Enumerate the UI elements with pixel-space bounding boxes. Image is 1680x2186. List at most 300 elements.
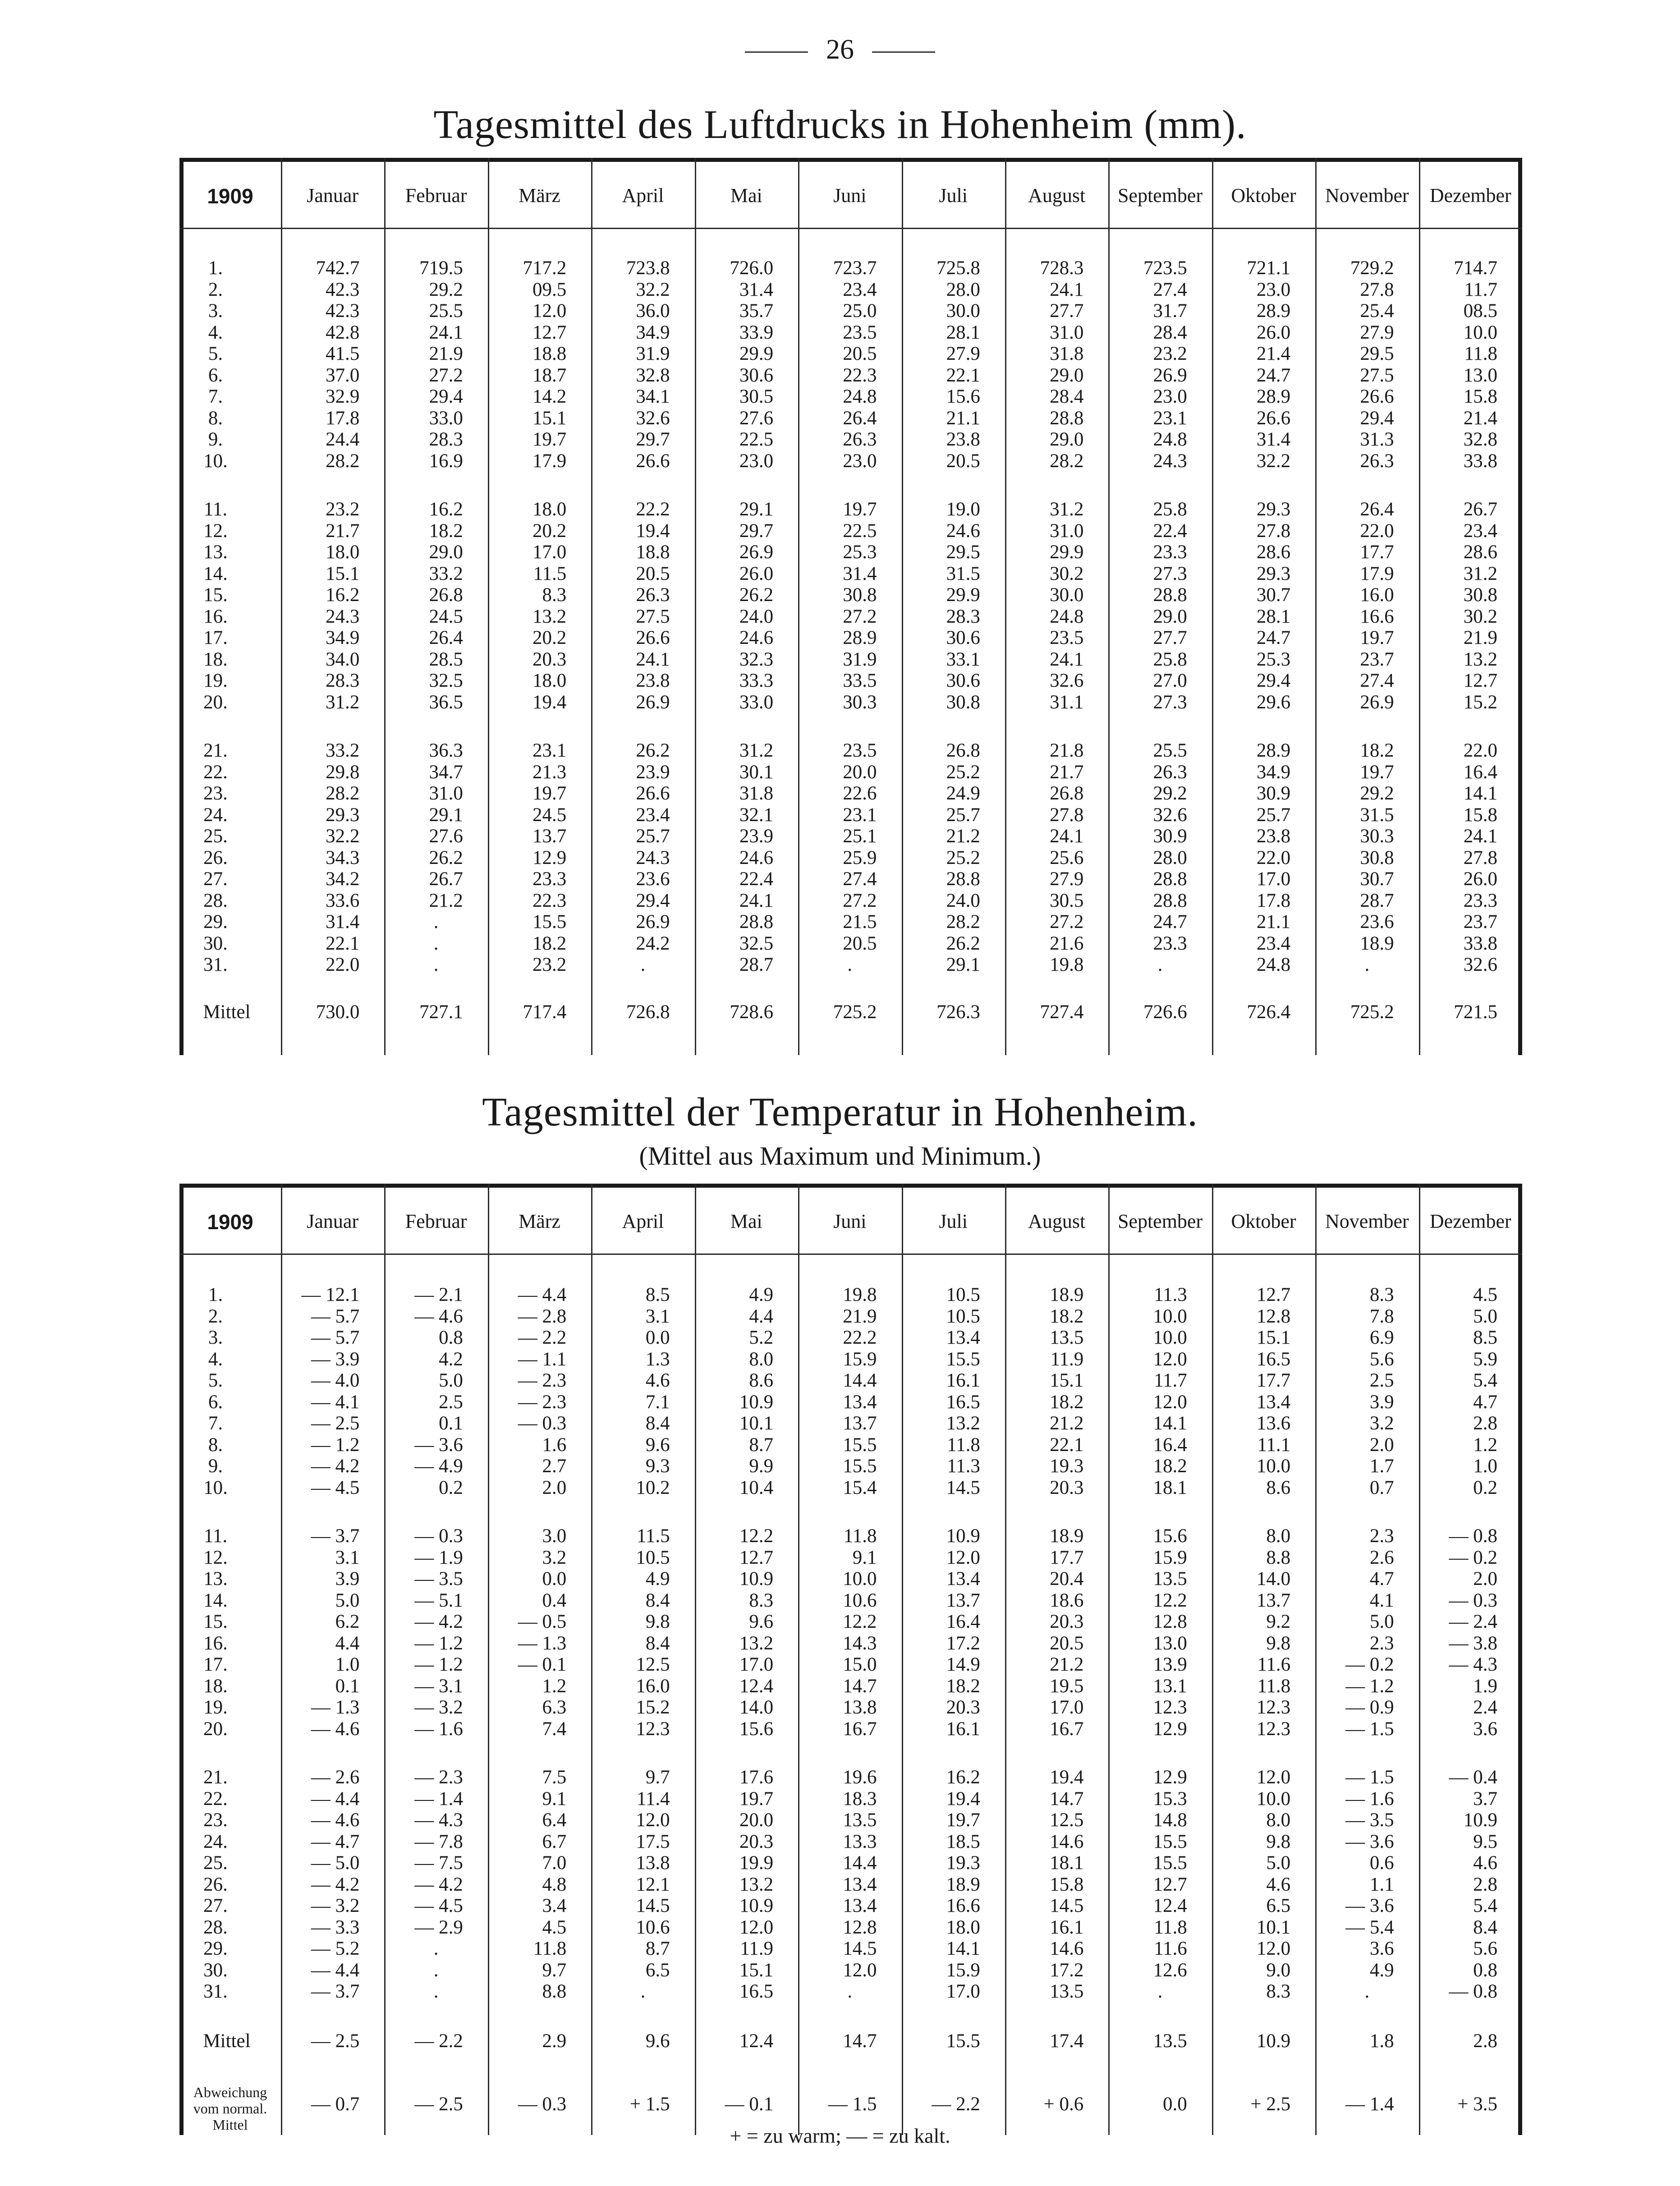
table-cell: 15.5 [946, 1348, 980, 1370]
table-cell: — 0.8 [1449, 1525, 1497, 1547]
table-cell: — 3.2 [414, 1697, 463, 1718]
table-cell: 8.5 [645, 1284, 670, 1305]
table-cell: 2.3 [1369, 1525, 1394, 1547]
table-cell: 23.2 [532, 954, 567, 975]
day-label: 10. [203, 1477, 228, 1498]
table-cell: 21.2 [946, 826, 980, 847]
table-cell: 24.1 [1050, 648, 1084, 670]
table-cell: 23.8 [946, 429, 980, 450]
table-cell: — 4.2 [311, 1456, 360, 1477]
mittel-cell: 9.6 [645, 2030, 670, 2052]
table-cell: 13.0 [1153, 1632, 1187, 1654]
table-cell: 0.0 [542, 1568, 567, 1589]
table-cell: — 1.3 [311, 1697, 360, 1718]
table-cell: — 2.5 [311, 1413, 360, 1434]
table-cell: 24.1 [1463, 826, 1497, 847]
abweichung-cell: — 0.3 [518, 2094, 567, 2115]
table-cell: 22.4 [1153, 520, 1187, 542]
table-cell: 18.2 [1360, 740, 1394, 761]
table-cell: 12.0 [1153, 1391, 1187, 1413]
table-cell: 14.6 [1050, 1938, 1084, 1959]
table-cell: — 2.3 [518, 1391, 567, 1413]
day-label: 4. [208, 1348, 223, 1370]
table-cell: 27.6 [739, 407, 774, 429]
table-cell: 18.2 [946, 1675, 980, 1697]
table-cell: — 4.2 [414, 1611, 463, 1632]
day-label: 3. [208, 300, 223, 321]
table-cell: — 1.2 [1345, 1675, 1394, 1697]
table-cell: 13.2 [739, 1874, 774, 1895]
table-cell: 23.0 [1153, 386, 1187, 407]
table-cell: 5.0 [439, 1370, 463, 1391]
table-cell: 24.6 [739, 847, 774, 868]
table-cell: — 1.9 [414, 1547, 463, 1568]
table-cell: 26.8 [429, 584, 463, 606]
abweichung-label: Abweichung vom normal. Mittel [193, 2084, 267, 2133]
table-cell: 25.2 [946, 761, 980, 783]
table-cell: 29.1 [946, 954, 980, 975]
table-cell: 12.7 [1153, 1874, 1187, 1895]
table-cell: 24.6 [739, 627, 774, 648]
table-cell: 16.2 [946, 1767, 980, 1788]
table-cell: 31.4 [739, 279, 774, 300]
table-cell: 33.6 [326, 890, 360, 911]
table-cell: 23.4 [843, 279, 877, 300]
day-label: 29. [203, 911, 228, 932]
table-cell: 12.5 [1050, 1809, 1084, 1831]
day-label: 30. [203, 1959, 228, 1981]
table-cell: — 3.1 [414, 1675, 463, 1697]
mittel-cell: 14.7 [843, 2030, 877, 2052]
table-cell: 34.9 [636, 321, 670, 343]
mittel-cell: 725.2 [1350, 1001, 1394, 1023]
table-cell: 12.8 [1153, 1611, 1187, 1632]
table-cell: 27.8 [1050, 804, 1084, 826]
table-cell: 14.8 [1153, 1809, 1187, 1831]
table-cell: 4.9 [645, 1568, 670, 1589]
table-cell: 27.3 [1153, 691, 1187, 713]
table-cell: . [1364, 954, 1370, 975]
table-cell: 31.4 [843, 563, 877, 584]
table-cell: 23.0 [843, 450, 877, 472]
table-cell: — 5.0 [311, 1852, 360, 1874]
table-cell: . [847, 1981, 853, 2002]
table-cell: 13.4 [843, 1391, 877, 1413]
day-label: 17. [203, 1654, 228, 1675]
table-cell: 26.2 [946, 932, 980, 954]
table-cell: 21.1 [1256, 911, 1291, 932]
table-cell: 9.1 [542, 1788, 567, 1809]
table-cell: 27.9 [946, 343, 980, 364]
table-cell: 16.4 [946, 1611, 980, 1632]
day-label: 14. [203, 563, 228, 584]
table-cell: 14.5 [843, 1938, 877, 1959]
table-cell: 742.7 [316, 257, 360, 279]
table-cell: 30.9 [1256, 783, 1291, 804]
table-cell: 23.7 [1463, 911, 1497, 932]
table-cell: 22.4 [739, 868, 774, 890]
table-cell: 33.8 [1463, 932, 1497, 954]
table-cell: 27.8 [1463, 847, 1497, 868]
table-cell: — 1.2 [414, 1632, 463, 1654]
table-cell: 29.9 [1050, 542, 1084, 563]
table-cell: 42.8 [326, 321, 360, 343]
table-cell: 23.5 [843, 321, 877, 343]
table-cell: 29.1 [739, 499, 774, 520]
table-cell: 20.3 [1050, 1611, 1084, 1632]
abweichung-cell: + 1.5 [629, 2094, 670, 2115]
day-label: 22. [203, 1788, 228, 1809]
table-cell: — 1.3 [518, 1632, 567, 1654]
table-cell: 3.7 [1473, 1788, 1497, 1809]
table-cell: 9.9 [749, 1456, 774, 1477]
table-cell: — 1.5 [1345, 1767, 1394, 1788]
table-cell: 24.7 [1256, 364, 1291, 386]
table-cell: 12.4 [739, 1675, 774, 1697]
table-cell: 34.9 [1256, 761, 1291, 783]
table-cell: — 4.3 [1449, 1654, 1497, 1675]
mittel-label: Mittel [203, 1001, 251, 1023]
table-cell: 21.1 [946, 407, 980, 429]
table-cell: 23.4 [1256, 932, 1291, 954]
table-cell: 19.4 [636, 520, 670, 542]
table-cell: 13.4 [843, 1895, 877, 1916]
table-cell: 33.9 [739, 321, 774, 343]
table-cell: 16.2 [326, 584, 360, 606]
table-cell: 16.6 [946, 1895, 980, 1916]
table-cell: 24.7 [1256, 627, 1291, 648]
table-cell: 4.2 [439, 1348, 463, 1370]
table-cell: — 0.2 [1449, 1547, 1497, 1568]
table-cell: 16.1 [946, 1718, 980, 1740]
table-cell: 5.6 [1369, 1348, 1394, 1370]
table-cell: 11.7 [1464, 279, 1497, 300]
table-cell: 12.4 [1153, 1895, 1187, 1916]
table-cell: 30.9 [1153, 826, 1187, 847]
table-cell: 14.5 [636, 1895, 670, 1916]
table-cell: 1.9 [1473, 1675, 1497, 1697]
mittel-cell: 12.4 [739, 2030, 774, 2052]
page-number [0, 34, 1680, 66]
table-cell: 12.6 [1153, 1959, 1187, 1981]
table-cell: 31.8 [739, 783, 774, 804]
table-cell: 22.0 [1463, 740, 1497, 761]
table-cell: 28.3 [946, 606, 980, 627]
table-cell: 23.4 [1463, 520, 1497, 542]
table-cell: 26.4 [843, 407, 877, 429]
table-cell: 0.0 [645, 1327, 670, 1348]
table-cell: 16.1 [946, 1370, 980, 1391]
table-cell: 21.2 [1050, 1654, 1084, 1675]
table-cell: 2.7 [542, 1456, 567, 1477]
month-header: März [519, 1210, 560, 1232]
table-cell: 18.1 [1153, 1477, 1187, 1498]
table-cell: 8.4 [645, 1413, 670, 1434]
table-cell: 8.4 [645, 1632, 670, 1654]
table-cell: — 3.7 [311, 1981, 360, 2002]
mittel-label: Mittel [203, 2030, 251, 2052]
table-cell: 20.3 [1050, 1477, 1084, 1498]
table-cell: 14.1 [946, 1938, 980, 1959]
table-cell: 16.1 [1050, 1916, 1084, 1938]
table-cell: 23.2 [326, 499, 360, 520]
table-cell: 15.1 [326, 563, 360, 584]
table-cell: 11.8 [947, 1434, 980, 1456]
table-cell: 36.0 [636, 300, 670, 321]
table-cell: 24.8 [1153, 429, 1187, 450]
table-cell: 13.2 [1463, 648, 1497, 670]
table-cell: 12.8 [1256, 1305, 1291, 1327]
table-cell: 26.2 [739, 584, 774, 606]
table-cell: 14.6 [1050, 1831, 1084, 1852]
table-cell: 18.9 [1050, 1525, 1084, 1547]
table-cell: 29.6 [1256, 691, 1291, 713]
day-label: 13. [203, 1568, 228, 1589]
temperature-table [179, 1184, 1522, 2176]
table-cell: 28.9 [1256, 740, 1291, 761]
table-cell: — 3.8 [1449, 1632, 1497, 1654]
table-top-rule [179, 158, 1522, 162]
table-cell: 17.0 [946, 1981, 980, 2002]
table-cell: 10.5 [946, 1305, 980, 1327]
table-cell: 19.0 [946, 499, 980, 520]
table-cell: 16.4 [1153, 1434, 1187, 1456]
table-cell: 14.5 [946, 1477, 980, 1498]
table-cell: 25.1 [843, 826, 877, 847]
table-cell: 28.9 [1256, 386, 1291, 407]
table-cell: 27.5 [636, 606, 670, 627]
day-label: 7. [208, 1413, 223, 1434]
table-cell: 15.2 [1463, 691, 1497, 713]
table-cell: 20.5 [1050, 1632, 1084, 1654]
table-cell: 15.6 [739, 1718, 774, 1740]
table-cell: 15.5 [1153, 1831, 1187, 1852]
table-cell: 31.0 [429, 783, 463, 804]
table-cell: 32.8 [636, 364, 670, 386]
table-cell: 5.0 [1369, 1611, 1394, 1632]
table-cell: 3.4 [542, 1895, 567, 1916]
table-cell: . [433, 1959, 439, 1981]
table-cell: 729.2 [1350, 257, 1394, 279]
table-cell: 12.2 [739, 1525, 774, 1547]
day-label: 18. [203, 648, 228, 670]
table-cell: 30.2 [1050, 563, 1084, 584]
table-cell: 41.5 [326, 343, 360, 364]
table-cell: 8.0 [1266, 1525, 1291, 1547]
table-cell: 18.2 [1153, 1456, 1187, 1477]
table-cell: 20.5 [843, 343, 877, 364]
table-cell: 5.2 [749, 1327, 774, 1348]
month-header: Dezember [1429, 1210, 1511, 1232]
table-cell: . [1157, 1981, 1163, 2002]
table-cell: 33.3 [739, 670, 774, 691]
day-label: 6. [208, 364, 223, 386]
table-cell: — 5.1 [414, 1589, 463, 1611]
table-cell: . [433, 954, 439, 975]
year-header: 1909 [207, 1210, 253, 1234]
table-cell: 18.8 [532, 343, 567, 364]
table-cell: 19.3 [946, 1852, 980, 1874]
table-cell: 14.4 [843, 1852, 877, 1874]
table-cell: — 4.4 [311, 1959, 360, 1981]
table-cell: 23.6 [636, 868, 670, 890]
table-cell: 2.0 [542, 1477, 567, 1498]
table-cell: 13.0 [1463, 364, 1497, 386]
table-cell: 26.0 [1463, 868, 1497, 890]
table-cell: — 0.3 [1449, 1589, 1497, 1611]
table-cell: 0.1 [335, 1675, 360, 1697]
table-cell: 4.5 [1473, 1284, 1497, 1305]
table-cell: 32.2 [636, 279, 670, 300]
table-cell: 31.1 [1050, 691, 1084, 713]
table-cell: 20.2 [532, 627, 567, 648]
table-cell: 28.0 [946, 279, 980, 300]
table-cell: 29.4 [1256, 670, 1291, 691]
abweichung-cell: + 0.6 [1043, 2094, 1084, 2115]
table-cell: 28.8 [1153, 890, 1187, 911]
table-cell: 23.9 [739, 826, 774, 847]
table-cell: — 3.6 [1345, 1831, 1394, 1852]
year-header: 1909 [207, 184, 253, 208]
table-cell: 16.7 [1050, 1718, 1084, 1740]
table-cell: 23.3 [532, 868, 567, 890]
table-cell: 29.8 [326, 761, 360, 783]
mittel-cell: 2.8 [1473, 2030, 1497, 2052]
table-cell: 17.5 [636, 1831, 670, 1852]
table-cell: 29.2 [429, 279, 463, 300]
table-cell: 14.4 [843, 1370, 877, 1391]
table-cell: 10.5 [946, 1284, 980, 1305]
table-cell: 16.2 [429, 499, 463, 520]
table-cell: 10.0 [843, 1568, 877, 1589]
table-cell: 26.6 [636, 783, 670, 804]
table-cell: 27.9 [1360, 321, 1394, 343]
abweichung-cell: — 1.4 [1345, 2094, 1394, 2115]
table-cell: 4.6 [645, 1370, 670, 1391]
day-label: 31. [203, 954, 228, 975]
mittel-cell: 13.5 [1153, 2030, 1187, 2052]
table-cell: 25.2 [946, 847, 980, 868]
day-label: 11. [203, 1525, 228, 1547]
table-cell: 32.2 [326, 826, 360, 847]
table-cell: 30.8 [843, 584, 877, 606]
table-cell: — 5.7 [311, 1327, 360, 1348]
table-cell: 30.0 [946, 300, 980, 321]
table-cell: 20.4 [1050, 1568, 1084, 1589]
table-cell: 11.9 [1050, 1348, 1084, 1370]
table-cell: 42.3 [326, 300, 360, 321]
table-cell: 27.4 [843, 868, 877, 890]
table-cell: 29.0 [1050, 364, 1084, 386]
table-cell: 24.1 [429, 321, 463, 343]
table-cell: 4.4 [749, 1305, 774, 1327]
table-cell: 19.7 [1360, 627, 1394, 648]
table-cell: 28.1 [946, 321, 980, 343]
table-cell: 28.6 [1256, 542, 1291, 563]
day-label: 2. [208, 1305, 223, 1327]
table-cell: 22.0 [1256, 847, 1291, 868]
day-label: 23. [203, 1809, 228, 1831]
table-cell: 13.7 [1256, 1589, 1291, 1611]
table-cell: 26.8 [946, 740, 980, 761]
table-cell: 24.8 [843, 386, 877, 407]
table-cell: 32.8 [1463, 429, 1497, 450]
table-cell: 25.7 [946, 804, 980, 826]
table-cell: 10.0 [1153, 1327, 1187, 1348]
table-cell: 3.6 [1473, 1718, 1497, 1740]
table-cell: 28.8 [1153, 584, 1187, 606]
day-label: 24. [203, 1831, 228, 1852]
table-cell: 12.0 [1153, 1348, 1187, 1370]
table-cell: 33.2 [429, 563, 463, 584]
table-cell: 22.0 [326, 954, 360, 975]
day-label: 29. [203, 1938, 228, 1959]
day-label: 8. [208, 1434, 223, 1456]
table-cell: 4.8 [542, 1874, 567, 1895]
table-cell: 19.7 [532, 783, 567, 804]
table-cell: 26.0 [739, 563, 774, 584]
table-cell: 7.8 [1369, 1305, 1394, 1327]
table-cell: 21.8 [1050, 740, 1084, 761]
table-cell: 10.6 [636, 1916, 670, 1938]
table-cell: 17.7 [1050, 1547, 1084, 1568]
table-cell: — 1.1 [518, 1348, 567, 1370]
month-header: April [622, 1210, 664, 1232]
table-cell: 31.5 [946, 563, 980, 584]
table-cell: 26.7 [1463, 499, 1497, 520]
table-cell: 37.0 [326, 364, 360, 386]
table-cell: 12.3 [1256, 1718, 1291, 1740]
table-cell: 19.7 [532, 429, 567, 450]
table-cell: 28.8 [739, 911, 774, 932]
table-cell: 28.2 [326, 783, 360, 804]
table-cell: — 2.8 [518, 1305, 567, 1327]
table-cell: 0.8 [1473, 1959, 1497, 1981]
table-cell: 9.5 [1473, 1831, 1497, 1852]
table-cell: 29.4 [636, 890, 670, 911]
table-cell: 28.0 [1153, 847, 1187, 868]
table-cell: 1.3 [645, 1348, 670, 1370]
table-cell: 5.0 [1473, 1305, 1497, 1327]
table-cell: 1.1 [1369, 1874, 1394, 1895]
table-cell: 20.3 [739, 1831, 774, 1852]
table-cell: 11.8 [1257, 1675, 1291, 1697]
table-cell: 24.4 [326, 429, 360, 450]
table-cell: 25.0 [843, 300, 877, 321]
table-cell: 13.4 [1256, 1391, 1291, 1413]
table-cell: 19.7 [946, 1809, 980, 1831]
table-cell: 15.1 [1256, 1327, 1291, 1348]
table-cell: — 0.3 [518, 1413, 567, 1434]
table-cell: 8.7 [645, 1938, 670, 1959]
table-cell: 26.3 [1360, 450, 1394, 472]
table-cell: 6.3 [542, 1697, 567, 1718]
table-cell: 723.5 [1143, 257, 1187, 279]
table-cell: 10.4 [739, 1477, 774, 1498]
table-cell: 29.0 [1153, 606, 1187, 627]
table-cell: 9.0 [1266, 1959, 1291, 1981]
day-label: 3. [208, 1327, 223, 1348]
day-label: 7. [208, 386, 223, 407]
table-cell: 10.9 [739, 1895, 774, 1916]
table-cell: — 7.8 [414, 1831, 463, 1852]
table-cell: 23.3 [1153, 542, 1187, 563]
table-cell: 24.1 [1050, 279, 1084, 300]
table-cell: 19.4 [532, 691, 567, 713]
table-cell: 24.8 [1256, 954, 1291, 975]
day-label: 25. [203, 826, 228, 847]
day-label: 28. [203, 1916, 228, 1938]
